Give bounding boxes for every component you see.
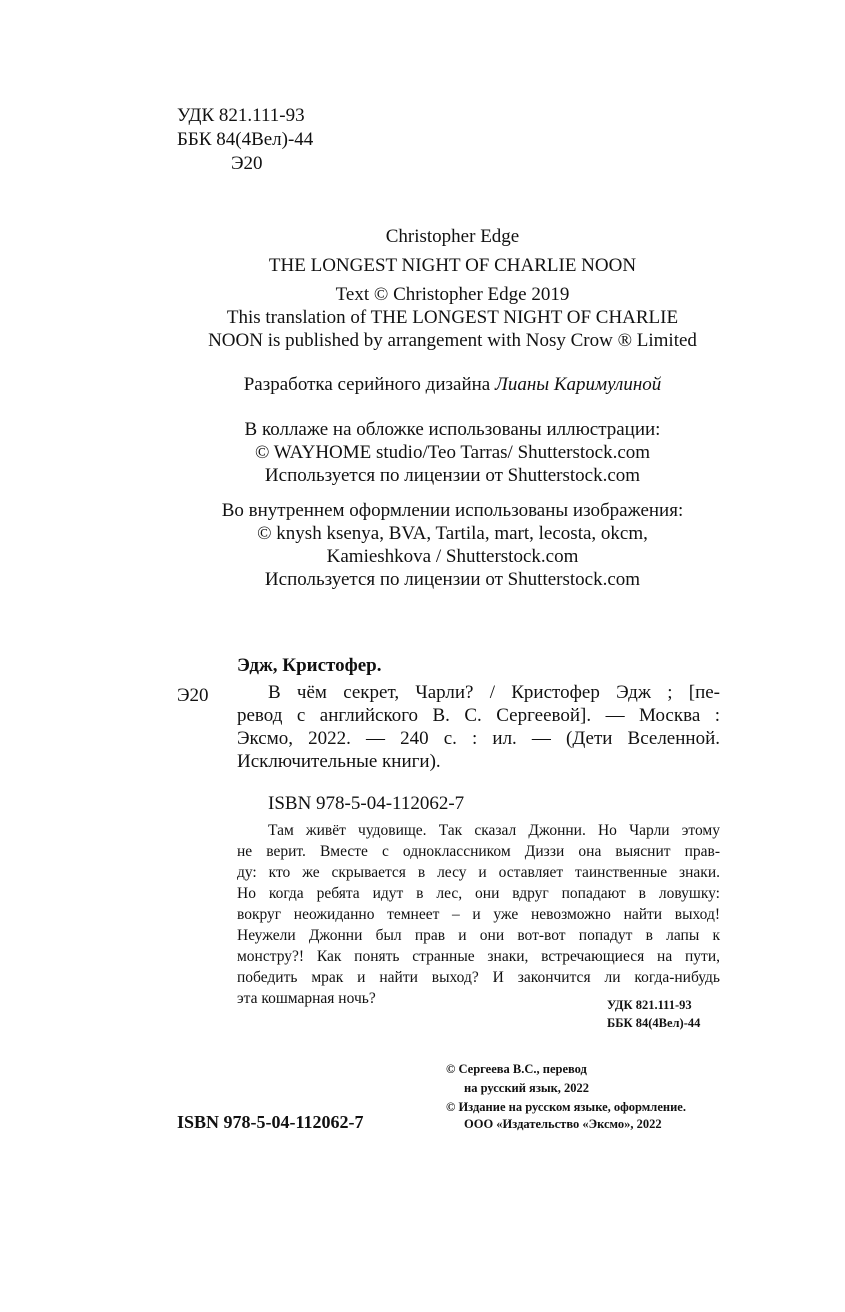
annotation-line: вокруг неожиданно темнеет – и уже невозможно найти выход! — [237, 906, 720, 923]
original-author: Christopher Edge — [385, 226, 520, 247]
bbk-header: ББК 84(4Вел)-44 — [177, 129, 314, 150]
translation-notice-line: NOON is published by arrangement with Nosy Crow ® Limited — [208, 330, 697, 351]
catalog-entry-line: Эксмо, 2022. — 240 с. : ил. — (Дети Вселенной. — [237, 728, 720, 749]
interior-credits — [0, 499, 845, 591]
footer-copyright-line: © Сергеева В.С., перевод — [446, 1062, 587, 1076]
catalog-code: Э20 — [177, 685, 209, 706]
cover-credit-line: Используется по лицензии от Shutterstock.com — [264, 465, 641, 486]
footer-copyright-line: на русский язык, 2022 — [464, 1081, 590, 1095]
catalog-entry-line: Исключительные книги). — [237, 751, 441, 772]
series-design-prefix: Разработка серийного дизайна — [243, 374, 495, 395]
text-copyright: Text © Christopher Edge 2019 — [335, 284, 570, 305]
annotation-line: эта кошмарная ночь? — [237, 990, 376, 1007]
interior-credit-line: Во внутреннем оформлении использованы изображения: — [221, 500, 684, 521]
interior-credit-line: © knysh ksenya, BVA, Tartila, mart, lecosta, okcm, — [257, 523, 648, 544]
catalog-entry — [237, 681, 720, 773]
translation-notice-line: This translation of THE LONGEST NIGHT OF CHARLIE — [226, 307, 679, 328]
annotation-line: Неужели Джонни был прав и они вот-вот попадут в лапы к — [237, 927, 720, 944]
udk-header: УДК 821.111-93 — [177, 105, 305, 126]
interior-credit-line: Kamieshkova / Shutterstock.com — [326, 546, 579, 567]
original-title: THE LONGEST NIGHT OF CHARLIE NOON — [268, 255, 637, 276]
annotation-line: ду: кто же скрывается в лесу и оставляет таинственные знаки. — [237, 864, 720, 881]
footer-isbn: ISBN 978-5-04-112062-7 — [177, 1112, 364, 1132]
cover-credit-line: В коллаже на обложке использованы иллюстрации: — [244, 419, 661, 440]
catalog-entry-line: ревод с английского В. С. Сергеевой]. — Москва : — [237, 705, 720, 726]
catalog-entry-line: В чём секрет, Чарли? / Кристофер Эдж ; [пе- — [268, 682, 720, 703]
series-designer-name: Лианы Каримулиной — [494, 374, 662, 395]
annotation — [237, 820, 720, 1009]
udk-footer: УДК 821.111-93 — [607, 998, 692, 1012]
bbk-footer: ББК 84(4Вел)-44 — [607, 1016, 701, 1030]
annotation-line: победить мрак и найти выход? И закончится ли когда-нибудь — [237, 969, 720, 986]
copyright-block — [0, 225, 845, 352]
catalog-author-heading: Эдж, Кристофер. — [237, 655, 382, 676]
cover-credit-line: © WAYHOME studio/Teo Tarras/ Shutterstock.com — [254, 442, 651, 463]
catalog-isbn: ISBN 978-5-04-112062-7 — [268, 793, 465, 814]
author-code-header: Э20 — [231, 153, 263, 174]
annotation-line: не верит. Вместе с одноклассником Диззи она выяснит прав- — [237, 843, 720, 860]
interior-credit-line: Используется по лицензии от Shutterstock.com — [264, 569, 641, 590]
series-design-credit — [0, 373, 845, 396]
annotation-line: Там живёт чудовище. Так сказал Джонни. Но Чарли этому — [268, 822, 720, 839]
cover-credits — [0, 418, 845, 487]
footer-copyright-line: ООО «Издательство «Эксмо», 2022 — [464, 1117, 662, 1131]
annotation-line: монстру?! Как понять странные знаки, встречающиеся на пути, — [237, 948, 720, 965]
footer-copyright-line: © Издание на русском языке, оформление. — [446, 1100, 686, 1114]
annotation-line: Но когда ребята идут в лес, они вдруг попадают в ловушку: — [237, 885, 720, 902]
